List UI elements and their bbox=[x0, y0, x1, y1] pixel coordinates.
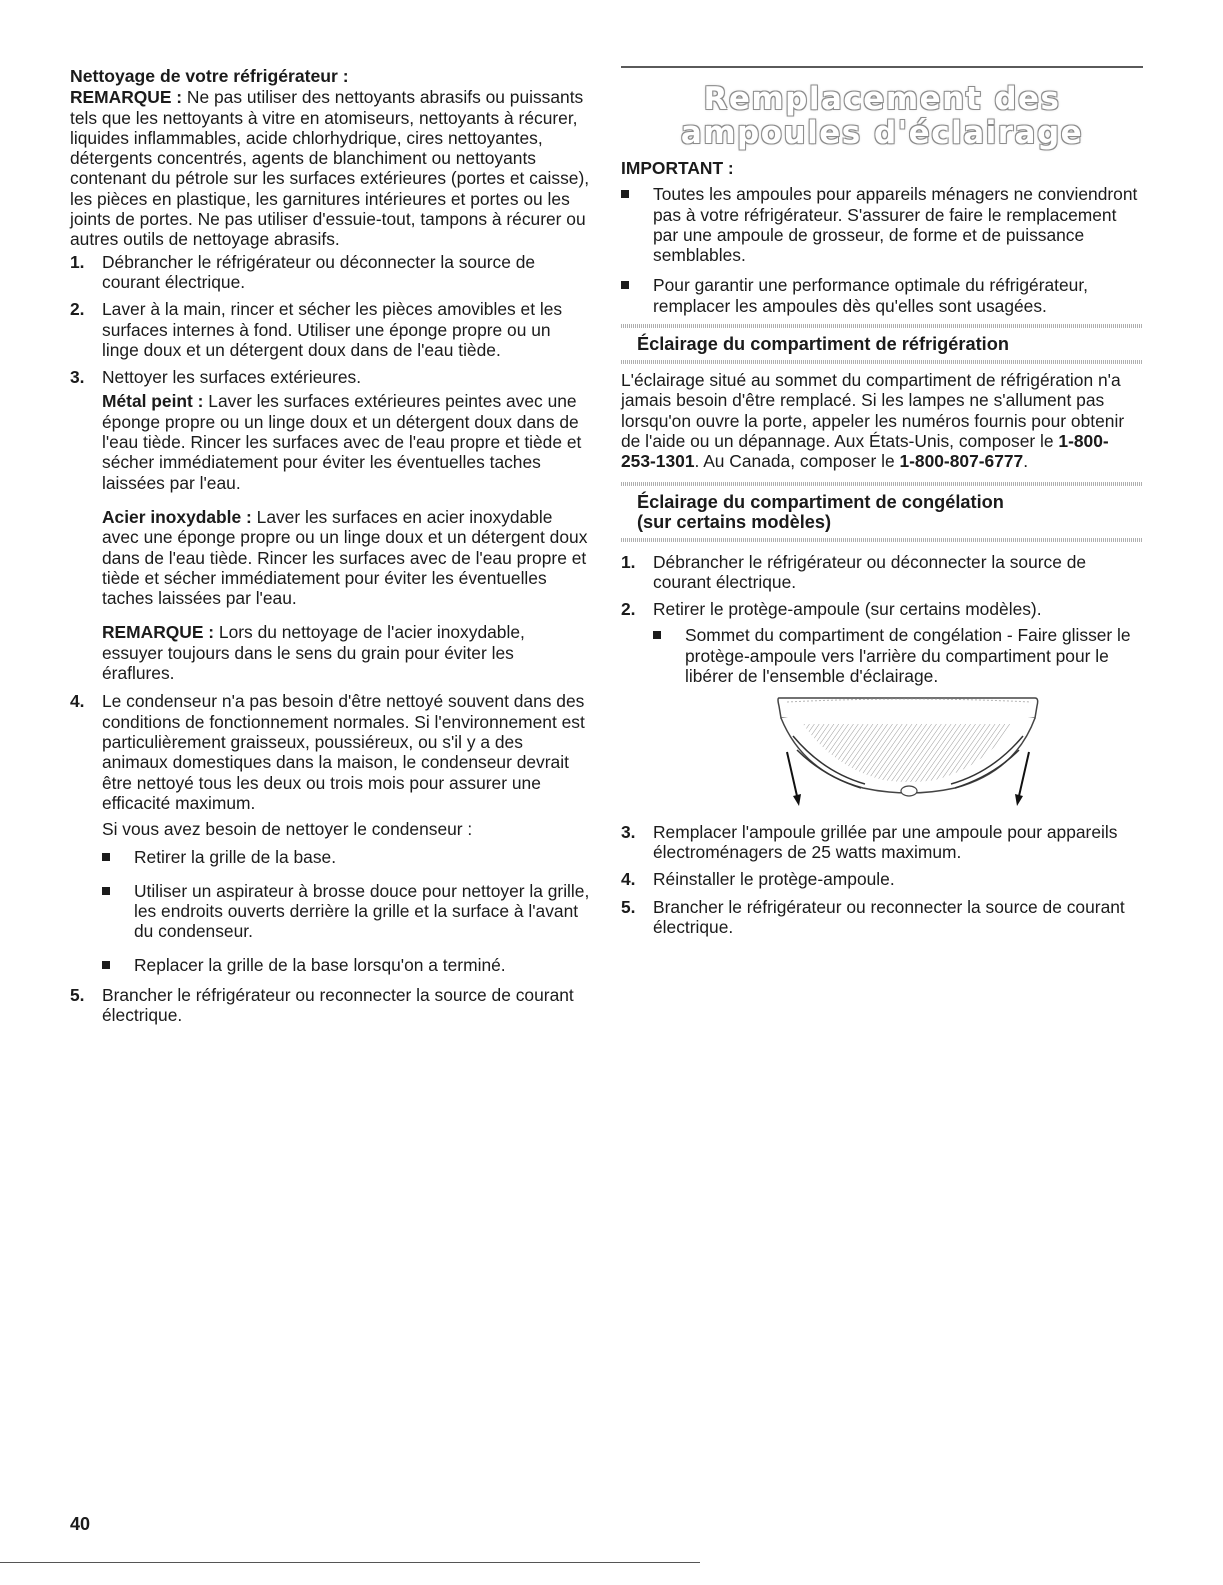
freezer-light-subheading: (sur certains modèles) bbox=[637, 511, 832, 532]
bullet-square-icon bbox=[621, 190, 629, 198]
stainless-paragraph bbox=[102, 507, 590, 608]
step-text: Retirer le protège-ampoule (sur certains modèles). bbox=[653, 599, 1042, 620]
fridge-text-part: . bbox=[1023, 451, 1029, 472]
left-column bbox=[70, 66, 590, 1032]
step-text: Nettoyer les surfaces extérieures. bbox=[102, 367, 362, 388]
step-text: Laver à la main, rincer et sécher les pièces amovibles et les surfaces internes à fond. Utiliser une éponge propre ou un linge doux et un détergent doux dans de l'eau tiède. bbox=[102, 299, 563, 360]
list-item bbox=[70, 985, 590, 1026]
light-shield-illustration bbox=[653, 692, 1143, 814]
divider bbox=[621, 324, 1143, 328]
step-number: 2. bbox=[621, 599, 636, 620]
stainless-note bbox=[102, 622, 590, 683]
step-number: 4. bbox=[621, 869, 636, 890]
list-item bbox=[621, 275, 1143, 316]
list-item bbox=[621, 184, 1143, 265]
list-item bbox=[102, 847, 590, 867]
light-shield-diagram bbox=[773, 692, 1043, 810]
painted-metal-paragraph bbox=[102, 391, 590, 492]
stainless-note-text: Lors du nettoyage de l'acier inoxydable, essuyer toujours dans le sens du grain pour éviter les éraflures. bbox=[102, 622, 525, 684]
freezer-light-heading: Éclairage du compartiment de congélation bbox=[637, 491, 1004, 512]
fridge-text-part: . Au Canada, composer le bbox=[694, 451, 900, 472]
step-text: Débrancher le réfrigérateur ou déconnecter la source de courant électrique. bbox=[653, 551, 1087, 592]
bullet-text: Toutes les ampoules pour appareils ménagers ne conviendront pas à votre réfrigérateur. S'assurer de faire le remplacement par une ampoule de grosseur, de forme et de puissance semblables. bbox=[653, 184, 1138, 266]
step-text: Brancher le réfrigérateur ou reconnecter la source de courant électrique. bbox=[653, 896, 1125, 937]
freezer-bullets bbox=[653, 625, 1143, 686]
stainless-label: Acier inoxydable : bbox=[102, 506, 252, 527]
divider bbox=[621, 360, 1143, 364]
bullet-square-icon bbox=[102, 887, 110, 895]
list-item bbox=[621, 552, 1143, 593]
stainless-text: Laver les surfaces en acier inoxydable avec une éponge propre ou un linge doux et un détergent doux dans de l'eau tiède. Rincer les surfaces avec de l'eau propre et tiède et sécher immédiatement pour éviter les éventuelles taches laissées par l'eau. bbox=[102, 506, 588, 609]
list-item bbox=[70, 299, 590, 360]
painted-metal-label: Métal peint : bbox=[102, 391, 204, 412]
bullet-square-icon bbox=[102, 961, 110, 969]
phone-us: 1-800-253-1301 bbox=[621, 430, 1109, 472]
step-number: 5. bbox=[621, 896, 636, 917]
cleaning-note bbox=[70, 87, 590, 249]
condenser-bullets bbox=[102, 847, 590, 974]
fridge-light-heading: Éclairage du compartiment de réfrigération bbox=[637, 334, 1009, 355]
bullet-square-icon bbox=[653, 631, 661, 639]
list-item bbox=[102, 955, 590, 975]
cleaning-steps bbox=[70, 252, 590, 1026]
page-title: Remplacement des ampoules d'éclairage bbox=[680, 81, 1084, 151]
step-number: 2. bbox=[70, 299, 85, 320]
step-text: Le condenseur n'a pas besoin d'être nettoyé souvent dans des conditions de fonctionnement normales. Si l'environnement est particulièrement graisseux, poussiéreux, ou s'il y a des animaux domestiques dans la maison, le condenseur devrait être nettoyé tous les deux ou trois mois pour assurer une efficacité maximum. bbox=[102, 691, 585, 813]
list-item bbox=[621, 822, 1143, 863]
list-item bbox=[70, 367, 590, 683]
bullet-square-icon bbox=[621, 281, 629, 289]
list-item bbox=[653, 625, 1143, 686]
step-text: Réinstaller le protège-ampoule. bbox=[653, 869, 895, 890]
condenser-intro: Si vous avez besoin de nettoyer le condenseur : bbox=[102, 819, 473, 840]
important-bullets bbox=[621, 184, 1143, 316]
list-item bbox=[70, 252, 590, 293]
stainless-note-label: REMARQUE : bbox=[102, 622, 215, 643]
list-item bbox=[621, 897, 1143, 938]
divider bbox=[621, 482, 1143, 486]
important-label: IMPORTANT : bbox=[621, 158, 734, 178]
list-item bbox=[621, 599, 1143, 814]
step-number: 5. bbox=[70, 984, 85, 1005]
step-number: 3. bbox=[621, 821, 636, 842]
step-text: Débrancher le réfrigérateur ou déconnecter la source de courant électrique. bbox=[102, 251, 536, 292]
right-column bbox=[621, 66, 1143, 944]
divider bbox=[621, 538, 1143, 542]
bullet-text: Pour garantir une performance optimale du réfrigérateur, remplacer les ampoules dès qu'elles sont usagées. bbox=[653, 275, 1089, 316]
divider bbox=[621, 66, 1143, 68]
bullet-text: Utiliser un aspirateur à brosse douce pour nettoyer la grille, les endroits ouverts derrière la grille et la surface à l'avant du condenseur. bbox=[134, 880, 590, 942]
phone-canada: 1-800-807-6777 bbox=[899, 451, 1024, 472]
bullet-text: Replacer la grille de la base lorsqu'on a terminé. bbox=[134, 954, 506, 975]
divider bbox=[0, 1562, 700, 1563]
cleaning-heading: Nettoyage de votre réfrigérateur : bbox=[70, 66, 349, 86]
step-number: 1. bbox=[70, 251, 85, 272]
step-number: 3. bbox=[70, 367, 85, 388]
bullet-text: Retirer la grille de la base. bbox=[134, 847, 337, 868]
page-number: 40 bbox=[70, 1514, 91, 1534]
step-number: 4. bbox=[70, 691, 85, 712]
bullet-square-icon bbox=[102, 853, 110, 861]
note-label: REMARQUE : bbox=[70, 87, 183, 108]
note-text: Ne pas utiliser des nettoyants abrasifs ou puissants tels que les nettoyants à vitre en atomiseurs, nettoyants à récurer, liquides inflammables, acide chlorhydrique, cires nettoyantes, détergents concentrés, agents de blanchiment ou nettoyants contenant du pétrole sur les surfaces extérieures (portes et caisse), les pièces en plastique, les garnitures intérieures et portes ou les joints de portes. Ne pas utiliser d'essuie-tout, tampons à récurer ou autres outils de nettoyage abrasifs. bbox=[70, 87, 590, 250]
fridge-light-text bbox=[621, 370, 1143, 471]
list-item bbox=[621, 869, 1143, 889]
list-item bbox=[70, 691, 590, 975]
painted-metal-text: Laver les surfaces extérieures peintes avec une éponge propre ou un linge doux et un détergent doux dans de l'eau tiède. Rincer les surfaces avec de l'eau propre et tiède et sécher immédiatement pour éviter les éventuelles taches laissées par l'eau. bbox=[102, 391, 582, 493]
step-number: 1. bbox=[621, 551, 636, 572]
freezer-steps bbox=[621, 552, 1143, 938]
step-text: Remplacer l'ampoule grillée par une ampoule pour appareils électroménagers de 25 watts maximum. bbox=[653, 821, 1118, 862]
step-text: Brancher le réfrigérateur ou reconnecter la source de courant électrique. bbox=[102, 984, 574, 1026]
list-item bbox=[102, 881, 590, 942]
fridge-text-part: L'éclairage situé au sommet du compartiment de réfrigération n'a jamais besoin d'être remplacé. Si les lampes ne s'allument pas lorsqu'on ouvre la porte, appeler les numéros fournis pour obtenir de l'aide ou un dépannage. Aux États-Unis, composer le bbox=[621, 370, 1125, 451]
bullet-text: Sommet du compartiment de congélation - Faire glisser le protège-ampoule vers l'arrière du compartiment pour le libérer de l'ensemble d'éclairage. bbox=[685, 625, 1131, 687]
